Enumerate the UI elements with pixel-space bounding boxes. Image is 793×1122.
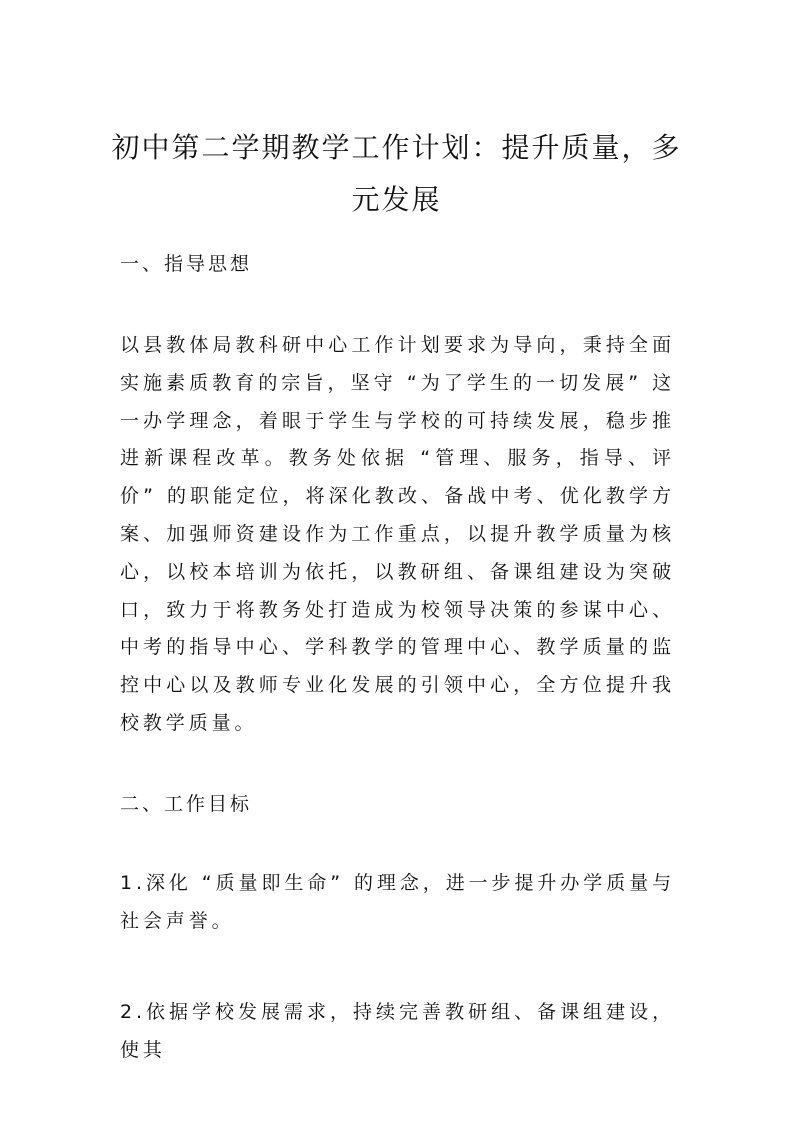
work-goal-item-2: 2.依据学校发展需求，持续完善教研组、备课组建设，使其 xyxy=(120,1001,675,1061)
section-heading-work-goals: 二、工作目标 xyxy=(120,793,253,815)
guiding-ideology-paragraph: 以县教体局教科研中心工作计划要求为导向，秉持全面实施素质教育的宗旨，坚守 “为了学生的一切发展” 这一办学理念，着眼于学生与学校的可持续发展，稳步推进新课程改革。教务处依据 “管理、服务，指导、评价” 的职能定位，将深化教改、备战中考、优化教学方案、加强师资建设作为工作重点，以提升教学质量为核心，以校本培训为依托，以教研组、备课组建设为突破口，致力于将教务处打造成为校领导决策的参谋中心、中考的指导中心、学科教学的管理中心、教学质量的监控中心以及教师专业化发展的引领中心，全方位提升我校教学质量。 xyxy=(120,334,675,734)
document-title: 初中第二学期教学工作计划：提升质量，多元发展 xyxy=(111,131,682,216)
section-heading-guiding-ideology: 一、指导思想 xyxy=(120,253,253,275)
work-goal-item-1: 1.深化 “质量即生命” 的理念，进一步提升办学质量与社会声誉。 xyxy=(120,872,675,932)
